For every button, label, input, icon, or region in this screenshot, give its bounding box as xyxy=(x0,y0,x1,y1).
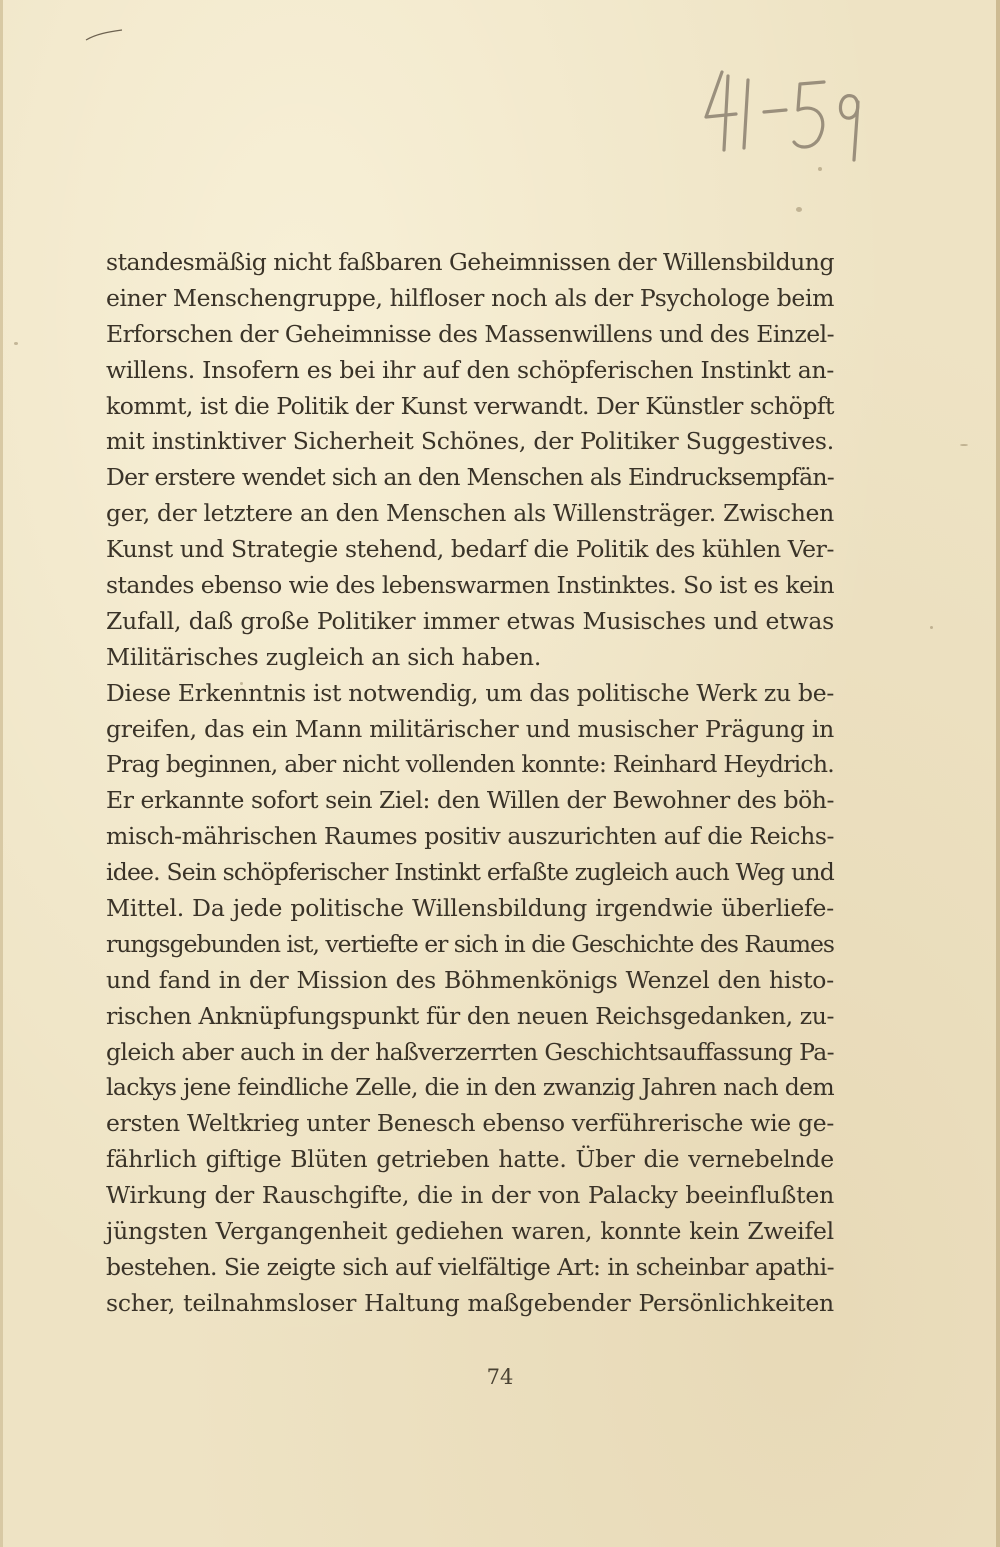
text-line: Mittel. Da jede politische Willensbildung irgendwie überliefe- xyxy=(106,894,834,923)
paper-speck xyxy=(818,167,822,171)
pencil-stroke-mark xyxy=(84,26,124,44)
text-line: willens. Insofern es bei ihr auf den schöpferischen Instinkt an- xyxy=(106,355,834,384)
text-line: einer Menschengruppe, hilfloser noch als der Psychologe beim xyxy=(106,283,834,312)
text-line: Prag beginnen, aber nicht vollenden konnte: Reinhard Heydrich. xyxy=(106,750,834,779)
text-line: Diese Erkenntnis ist notwendig, um das politische Werk zu be- xyxy=(106,678,834,707)
text-line: Kunst und Strategie stehend, bedarf die Politik des kühlen Ver- xyxy=(106,535,834,564)
text-line: misch-mährischen Raumes positiv auszurichten auf die Reichs- xyxy=(106,822,834,851)
text-line: scher, teilnahmsloser Haltung maßgebender Persönlichkeiten xyxy=(106,1288,834,1317)
text-line: lackys jene feindliche Zelle, die in den zwanzig Jahren nach dem xyxy=(106,1073,834,1102)
text-line: und fand in der Mission des Böhmenkönigs Wenzel den histo- xyxy=(106,965,834,994)
text-line: greifen, das ein Mann militärischer und musischer Prägung in xyxy=(106,714,834,743)
text-line: standes ebenso wie des lebenswarmen Instinktes. So ist es kein xyxy=(106,571,834,600)
text-line: rischen Anknüpfungspunkt für den neuen Reichsgedanken, zu- xyxy=(106,1001,834,1030)
text-line: jüngsten Vergangenheit gediehen waren, konnte kein Zweifel xyxy=(106,1217,834,1246)
text-line: Der erstere wendet sich an den Menschen als Eindrucksempfän- xyxy=(106,463,834,492)
text-line: gleich aber auch in der haßverzerrten Geschichtsauffassung Pa- xyxy=(106,1037,834,1066)
paper-speck xyxy=(14,342,18,345)
text-line: bestehen. Sie zeigte sich auf vielfältige Art: in scheinbar apathi- xyxy=(106,1252,834,1281)
page-number: 74 xyxy=(486,1365,514,1389)
text-line: standesmäßig nicht faßbaren Geheimnissen der Willensbildung xyxy=(106,248,834,276)
text-line: Erforschen der Geheimnisse des Massenwillens und des Einzel- xyxy=(106,319,834,348)
text-line: kommt, ist die Politik der Kunst verwandt. Der Künstler schöpft xyxy=(106,391,834,420)
text-line: Wirkung der Rauschgifte, die in der von Palacky beeinflußten xyxy=(106,1181,834,1210)
text-line: Er erkannte sofort sein Ziel: den Willen der Bewohner des böh- xyxy=(106,786,834,815)
text-line: idee. Sein schöpferischer Instinkt erfaßte zugleich auch Weg und xyxy=(106,858,834,887)
paper-speck xyxy=(796,207,802,212)
text-line: rungsgebunden ist, vertiefte er sich in die Geschichte des Raumes xyxy=(106,929,834,958)
text-line: ersten Weltkrieg unter Benesch ebenso verführerische wie ge- xyxy=(106,1109,834,1138)
text-line: fährlich giftige Blüten getrieben hatte. Über die vernebelnde xyxy=(106,1145,834,1174)
text-line: Zufall, daß große Politiker immer etwas Musisches und etwas xyxy=(106,606,834,635)
text-line: ger, der letztere an den Menschen als Willensträger. Zwischen xyxy=(106,499,834,528)
body-text xyxy=(106,245,834,1322)
paper-speck xyxy=(930,626,933,629)
handwritten-reference xyxy=(700,62,875,162)
paper-speck xyxy=(960,444,968,446)
text-line: Militärisches zugleich an sich haben. xyxy=(106,642,542,671)
text-line: mit instinktiver Sicherheit Schönes, der Politiker Suggestives. xyxy=(106,427,835,456)
